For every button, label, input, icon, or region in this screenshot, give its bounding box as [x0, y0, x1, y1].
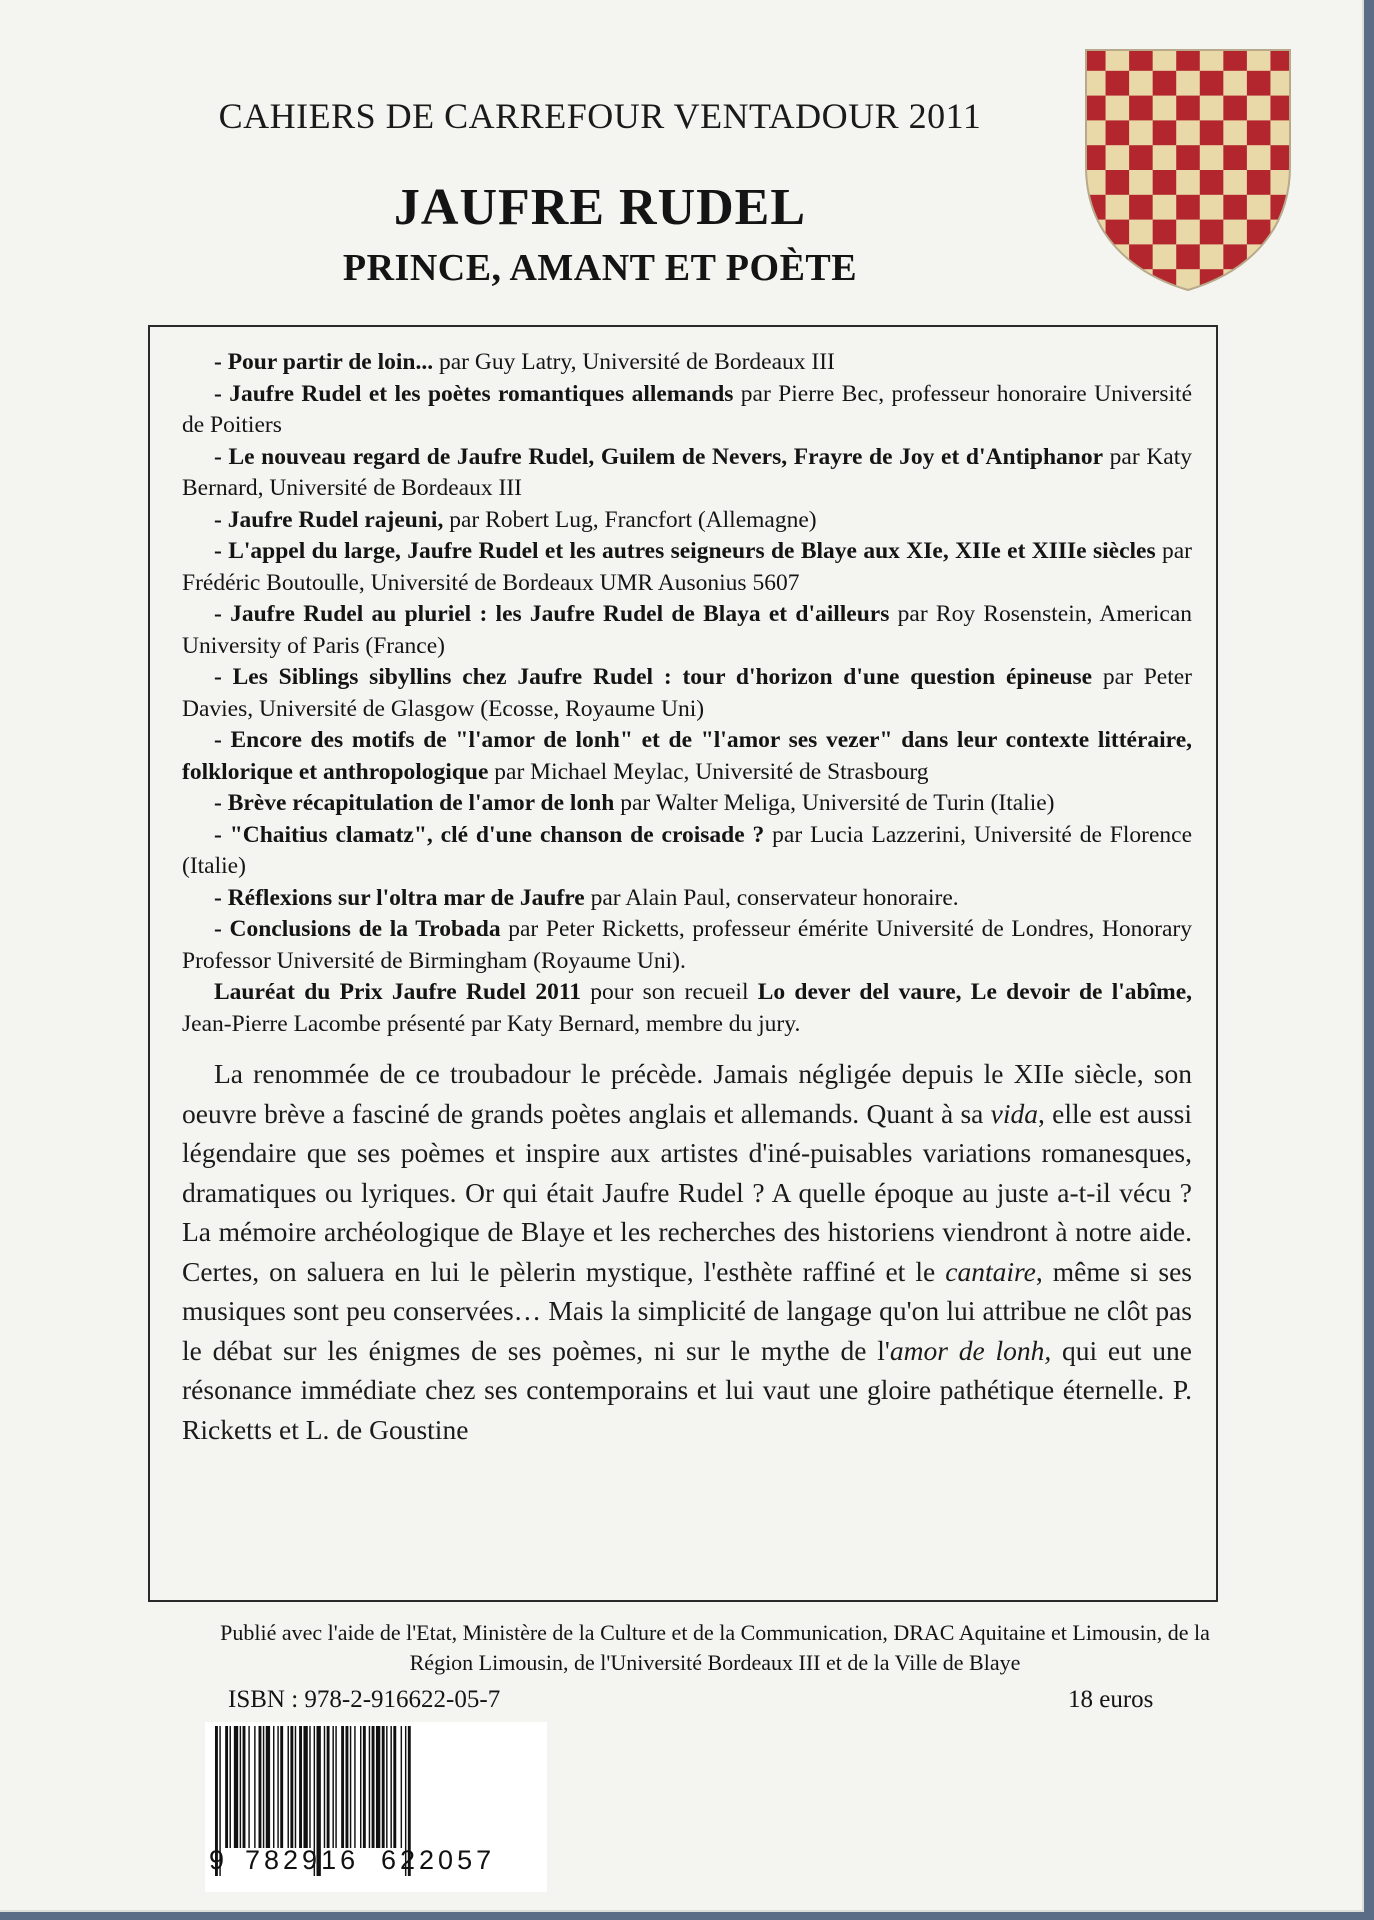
blurb-text-4: qui eut une résonance immédiate chez ses contemporains et lui vaut une gloire pathétique éternelle. P. Ricketts et L. de Goustine: [182, 1334, 1192, 1445]
contribution-title: - Réflexions sur l'oltra mar de Jaufre: [214, 884, 585, 911]
shield-check: [1200, 71, 1224, 96]
barcode-bar: [243, 1726, 246, 1848]
barcode-bar: [376, 1726, 380, 1848]
shield-check: [1200, 120, 1224, 145]
barcode-bar: [386, 1726, 387, 1848]
contribution-author: par Robert Lug, Francfort (Allemagne): [443, 506, 817, 533]
price-text: 18 euros: [1068, 1686, 1154, 1713]
contribution-title: - Le nouveau regard de Jaufre Rudel, Guilem de Nevers, Frayre de Joy et d'Antiphanor: [214, 443, 1104, 470]
contribution-title: - Jaufre Rudel et les poètes romantiques allemands: [214, 380, 734, 407]
contribution-author: par Peter Ricketts, professeur émérite Université de Londres, Honorary Professor Université de Birmingham (Royaume Uni).: [182, 916, 1192, 974]
barcode-bar: [341, 1726, 344, 1848]
book-title: JAUFRE RUDEL: [393, 179, 807, 236]
shield-check: [1176, 220, 1200, 245]
contribution-title: - Jaufre Rudel au pluriel : les Jaufre Rudel de Blaya et d'ailleurs: [214, 601, 890, 627]
barcode-right-group: 622057: [381, 1845, 496, 1875]
barcode-bar: [363, 1726, 366, 1848]
shield-check: [1270, 220, 1294, 245]
barcode-bar: [259, 1726, 262, 1848]
contribution-title: - Pour partir de loin...: [214, 349, 434, 375]
barcode-bar: [277, 1726, 278, 1848]
blurb-text-2: , elle est aussi légendaire que ses poèmes et inspire aux artistes d'iné-puisables variations romanesques, dramatiques ou lyriques. Or qui était Jaufre Rudel ? A quelle époque au juste a-t-il vécu ? La mémoire archéologique de Blaye et les recherches des historiens viendront à notre aide. Certes, on saluera en lui le pèlerin mystique, l'esthète raffiné et le: [182, 1097, 1192, 1287]
shield-check: [1129, 195, 1153, 220]
contribution-author: par Peter Davies, Université de Glasgow (Ecosse, Royaume Uni): [182, 664, 1192, 722]
shield-check: [1247, 71, 1271, 96]
publisher-credits: Publié avec l'aide de l'Etat, Ministère de la Culture et de la Communication, DRAC Aquitaine et Limousin, de la Région Limousin, de l'Université Bordeaux III et de la Ville de Blaye: [220, 1620, 1210, 1675]
shield-check: [1106, 120, 1130, 145]
contribution-author: par Walter Meliga, Université de Turin (Italie): [614, 790, 1055, 816]
barcode-bar: [332, 1726, 333, 1848]
contribution-item: [182, 599, 1192, 662]
contribution-title: - "Chaitius clamatz", clé d'une chanson de croisade ?: [214, 821, 765, 848]
shield-check: [1223, 96, 1247, 121]
shield-check: [1176, 170, 1200, 195]
shield-check: [1247, 145, 1271, 170]
shield-check: [1106, 195, 1130, 220]
barcode-bar: [263, 1726, 264, 1848]
barcode-first-digit: 9: [209, 1845, 229, 1875]
contribution-item: [182, 725, 1192, 788]
shield-check: [1200, 145, 1224, 170]
shield-check: [1129, 244, 1153, 269]
shield-check: [1247, 269, 1271, 294]
blurb-cantaire: cantaire: [945, 1255, 1036, 1287]
shield-check: [1082, 220, 1106, 245]
barcode-bar: [372, 1726, 375, 1848]
barcode-bar: [240, 1726, 241, 1848]
shield-check: [1106, 145, 1130, 170]
contribution-item: [182, 442, 1192, 505]
barcode-bar: [248, 1726, 249, 1848]
contribution-author: par Michael Meylac, Université de Strasbourg: [488, 758, 929, 785]
prize-lead: Lauréat du Prix Jaufre Rudel 2011: [214, 979, 582, 1005]
shield-check: [1200, 170, 1224, 195]
barcode-bar: [393, 1726, 396, 1848]
contribution-author: par Alain Paul, conservateur honoraire.: [584, 884, 959, 911]
contribution-title: - Encore des motifs de "l'amor de lonh" et de "l'amor ses vezer" dans leur contexte littéraire, folklorique et anthropologique: [182, 727, 1192, 785]
contribution-item: [182, 788, 1192, 820]
contribution-author: par Lucia Lazzerini, Université de Florence (Italie): [182, 821, 1192, 879]
barcode-bar: [254, 1726, 255, 1848]
barcode-bar: [350, 1726, 351, 1848]
prize-tail: Jean-Pierre Lacombe présenté par Katy Bernard, membre du jury.: [182, 1010, 801, 1037]
barcode-bar: [382, 1726, 385, 1848]
shield-check: [1200, 96, 1224, 121]
shield-check: [1106, 96, 1130, 121]
barcode-bar: [335, 1726, 336, 1848]
blurb-amor: amor de lonh,: [889, 1334, 1052, 1366]
shield-check: [1176, 244, 1200, 269]
book-subtitle: PRINCE, AMANT ET POÈTE: [342, 247, 858, 289]
shield-check: [1106, 71, 1130, 96]
shield-check: [1270, 195, 1294, 220]
shield-check: [1153, 170, 1177, 195]
shield-check: [1153, 195, 1177, 220]
shield-check: [1082, 195, 1106, 220]
shield-check: [1270, 244, 1294, 269]
shield-check: [1223, 71, 1247, 96]
shield-check: [1129, 145, 1153, 170]
contribution-item: [182, 347, 1192, 379]
shield-check: [1153, 120, 1177, 145]
barcode-bar: [327, 1726, 330, 1848]
prize-paragraph: [182, 977, 1192, 1040]
contribution-item: [182, 536, 1192, 599]
shield-check: [1153, 220, 1177, 245]
shield-check: [1223, 244, 1247, 269]
barcode-bar: [299, 1726, 302, 1848]
shield-check: [1153, 244, 1177, 269]
shield-check: [1129, 96, 1153, 121]
contribution-author: par Pierre Bec, professeur honoraire Université de Poitiers: [182, 380, 1192, 438]
shield-check: [1176, 195, 1200, 220]
contribution-item: [182, 820, 1192, 883]
shield-check: [1200, 195, 1224, 220]
series-title: CAHIERS DE CARREFOUR VENTADOUR 2011: [218, 96, 982, 136]
barcode-bar: [354, 1726, 355, 1848]
contribution-item: [182, 883, 1192, 915]
contents-panel: [148, 325, 1218, 1602]
shield-check: [1082, 244, 1106, 269]
barcode-left-group: 782916: [245, 1845, 360, 1875]
shield-check: [1223, 220, 1247, 245]
shield-check: [1153, 145, 1177, 170]
blurb-text-3: , même si ses musiques sont peu conservées… Mais la simplicité de langage qu'on lui attribue ne clôt pas le débat sur les énigmes de ses poèmes, ni sur le mythe de l': [182, 1255, 1192, 1366]
contribution-title: - Conclusions de la Trobada: [214, 916, 501, 942]
barcode-bar: [324, 1726, 325, 1848]
contribution-title: - Les Siblings sibyllins chez Jaufre Rudel : tour d'horizon d'une question épineuse: [214, 664, 1093, 690]
contribution-author: par Katy Bernard, Université de Bordeaux III: [182, 443, 1192, 501]
contribution-item: [182, 662, 1192, 725]
shield-check: [1247, 170, 1271, 195]
contribution-title: - Brève récapitulation de l'amor de lonh: [214, 790, 615, 816]
shield-check: [1223, 120, 1247, 145]
shield-check: [1223, 195, 1247, 220]
barcode-digits: [205, 1845, 547, 1885]
barcode-bar: [369, 1726, 370, 1848]
shield-check: [1129, 170, 1153, 195]
barcode-bar: [273, 1726, 274, 1848]
blurb-paragraph: [182, 1054, 1192, 1449]
shield-check: [1200, 220, 1224, 245]
prize-mid: pour son recueil: [581, 979, 758, 1005]
shield-check: [1106, 269, 1130, 294]
barcode-bar: [280, 1726, 283, 1848]
barcode-bar: [401, 1726, 402, 1848]
prize-work: Lo dever del vaure, Le devoir de l'abîme,: [757, 979, 1192, 1005]
shield-check: [1153, 71, 1177, 96]
shield-check: [1129, 220, 1153, 245]
barcode-bar: [290, 1726, 293, 1848]
contribution-title: - L'appel du large, Jaufre Rudel et les autres seigneurs de Blaye aux XIe, XIIe et XIIIe siècles: [214, 538, 1156, 564]
contribution-author: par Guy Latry, Université de Bordeaux III: [433, 349, 835, 375]
contribution-author: par Roy Rosenstein, American University of Paris (France): [182, 601, 1192, 659]
shield-check: [1200, 244, 1224, 269]
barcode-bar: [234, 1726, 238, 1848]
barcode-bar: [360, 1726, 361, 1848]
barcode-bar: [225, 1726, 228, 1848]
barcode-bar: [303, 1726, 307, 1848]
shield-check: [1247, 96, 1271, 121]
shield-check: [1176, 145, 1200, 170]
shield-check: [1223, 170, 1247, 195]
shield-check: [1129, 120, 1153, 145]
contributions-list: [182, 347, 1192, 977]
shield-check: [1176, 71, 1200, 96]
shield-check: [1247, 120, 1271, 145]
barcode-bar: [295, 1726, 296, 1848]
shield-check: [1223, 145, 1247, 170]
barcode-bar: [390, 1726, 391, 1848]
contribution-item: [182, 505, 1192, 537]
contribution-title: - Jaufre Rudel rajeuni,: [214, 506, 444, 533]
shield-check: [1176, 120, 1200, 145]
shield-check: [1106, 220, 1130, 245]
contribution-author: par Frédéric Boutoulle, Université de Bordeaux UMR Ausonius 5607: [182, 538, 1192, 596]
checkered-shield-emblem: [1082, 46, 1294, 294]
contribution-item: [182, 914, 1192, 977]
barcode-bar: [346, 1726, 349, 1848]
barcode-bar: [288, 1726, 289, 1848]
blurb-vida: vida: [990, 1097, 1039, 1129]
isbn-text: ISBN : 978-2-916622-05-7: [228, 1686, 501, 1713]
shield-check: [1153, 96, 1177, 121]
contribution-item: [182, 379, 1192, 442]
shield-check: [1082, 269, 1106, 294]
shield-check: [1247, 195, 1271, 220]
shield-check: [1129, 71, 1153, 96]
barcode-bar: [266, 1726, 270, 1848]
shield-check: [1270, 269, 1294, 294]
barcode-bar: [230, 1726, 231, 1848]
shield-check: [1106, 170, 1130, 195]
blurb-text-1: La renommée de ce troubadour le précède. Jamais négligée depuis le XIIe siècle, son oeuvre brève a fasciné de grands poètes anglais et allemands. Quant à sa: [182, 1058, 1192, 1129]
barcode-bar: [309, 1726, 310, 1848]
shield-check: [1247, 220, 1271, 245]
shield-check: [1176, 96, 1200, 121]
